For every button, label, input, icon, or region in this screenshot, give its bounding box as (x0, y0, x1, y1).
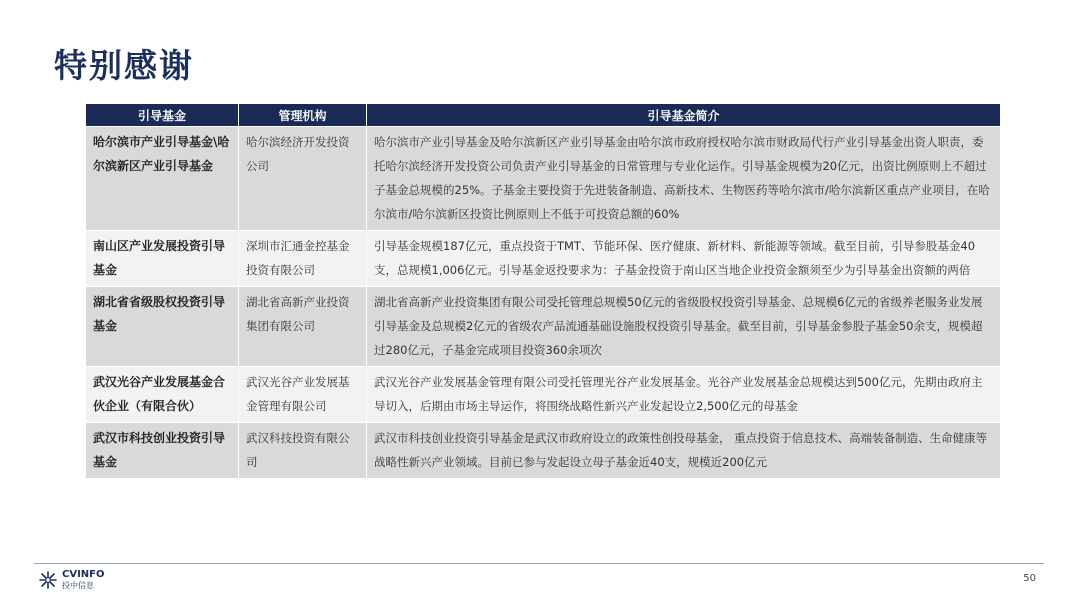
table-row (86, 367, 1001, 423)
logo-text-en: CVINFO (62, 569, 105, 580)
intro-cell: 武汉市科技创业投资引导基金是武汉市政府设立的政策性创投母基金， 重点投资于信息技术、高端装备制造、生命健康等战略性新兴产业领域。目前已参与发起设立母子基金近40支，规模近200亿元 (367, 423, 1001, 479)
fund-name-cell: 哈尔滨市产业引导基金\哈尔滨新区产业引导基金 (86, 127, 239, 231)
table-row (86, 231, 1001, 287)
header-fund: 引导基金 (86, 104, 239, 127)
intro-cell: 哈尔滨市产业引导基金及哈尔滨新区产业引导基金由哈尔滨市政府授权哈尔滨市财政局代行产业引导基金出资人职责，委托哈尔滨经济开发投资公司负责产业引导基金的日常管理与专业化运作。引导基金规模为20亿元，出资比例原则上不超过子基金总规模的25%。子基金主要投资于先进装备制造、高新技术、生物医药等哈尔滨市/哈尔滨新区重点产业项目，在哈尔滨市/哈尔滨新区投资比例原则上不低于可投资总额的60% (367, 127, 1001, 231)
cvinfo-logo (38, 569, 105, 591)
fund-name-cell: 南山区产业发展投资引导基金 (86, 231, 239, 287)
header-intro: 引导基金简介 (367, 104, 1001, 127)
manager-cell: 哈尔滨经济开发投资公司 (239, 127, 367, 231)
manager-cell: 深圳市汇通金控基金投资有限公司 (239, 231, 367, 287)
page-title: 特别感谢 (54, 46, 194, 85)
intro-cell: 引导基金规模187亿元，重点投资于TMT、节能环保、医疗健康、新材料、新能源等领域。截至目前，引导参股基金40支，总规模1,006亿元。引导基金返投要求为：子基金投资于南山区当地企业投资金额须至少为引导基金出资额的两倍 (367, 231, 1001, 287)
table-row (86, 423, 1001, 479)
page-number: 50 (1023, 573, 1036, 584)
manager-cell: 武汉科技投资有限公司 (239, 423, 367, 479)
header-manager: 管理机构 (239, 104, 367, 127)
fund-table (85, 103, 1001, 479)
table-row (86, 287, 1001, 367)
fund-name-cell: 湖北省省级股权投资引导基金 (86, 287, 239, 367)
intro-cell: 武汉光谷产业发展基金管理有限公司受托管理光谷产业发展基金。光谷产业发展基金总规模达到500亿元，先期由政府主导切入，后期由市场主导运作，将围绕战略性新兴产业发起设立2,500亿元的母基金 (367, 367, 1001, 423)
manager-cell: 武汉光谷产业发展基金管理有限公司 (239, 367, 367, 423)
manager-cell: 湖北省高新产业投资集团有限公司 (239, 287, 367, 367)
footer-divider (34, 563, 1044, 564)
logo-text-cn: 投中信息 (62, 581, 94, 590)
table-header-row (86, 104, 1001, 127)
fund-name-cell: 武汉市科技创业投资引导基金 (86, 423, 239, 479)
cvinfo-logo-icon (38, 570, 58, 590)
table-row (86, 127, 1001, 231)
intro-cell: 湖北省高新产业投资集团有限公司受托管理总规模50亿元的省级股权投资引导基金、总规模6亿元的省级养老服务业发展引导基金及总规模2亿元的省级农产品流通基础设施股权投资引导基金。截至目前，引导基金参股子基金50余支，规模超过280亿元，子基金完成项目投资360余项次 (367, 287, 1001, 367)
fund-name-cell: 武汉光谷产业发展基金合伙企业（有限合伙） (86, 367, 239, 423)
